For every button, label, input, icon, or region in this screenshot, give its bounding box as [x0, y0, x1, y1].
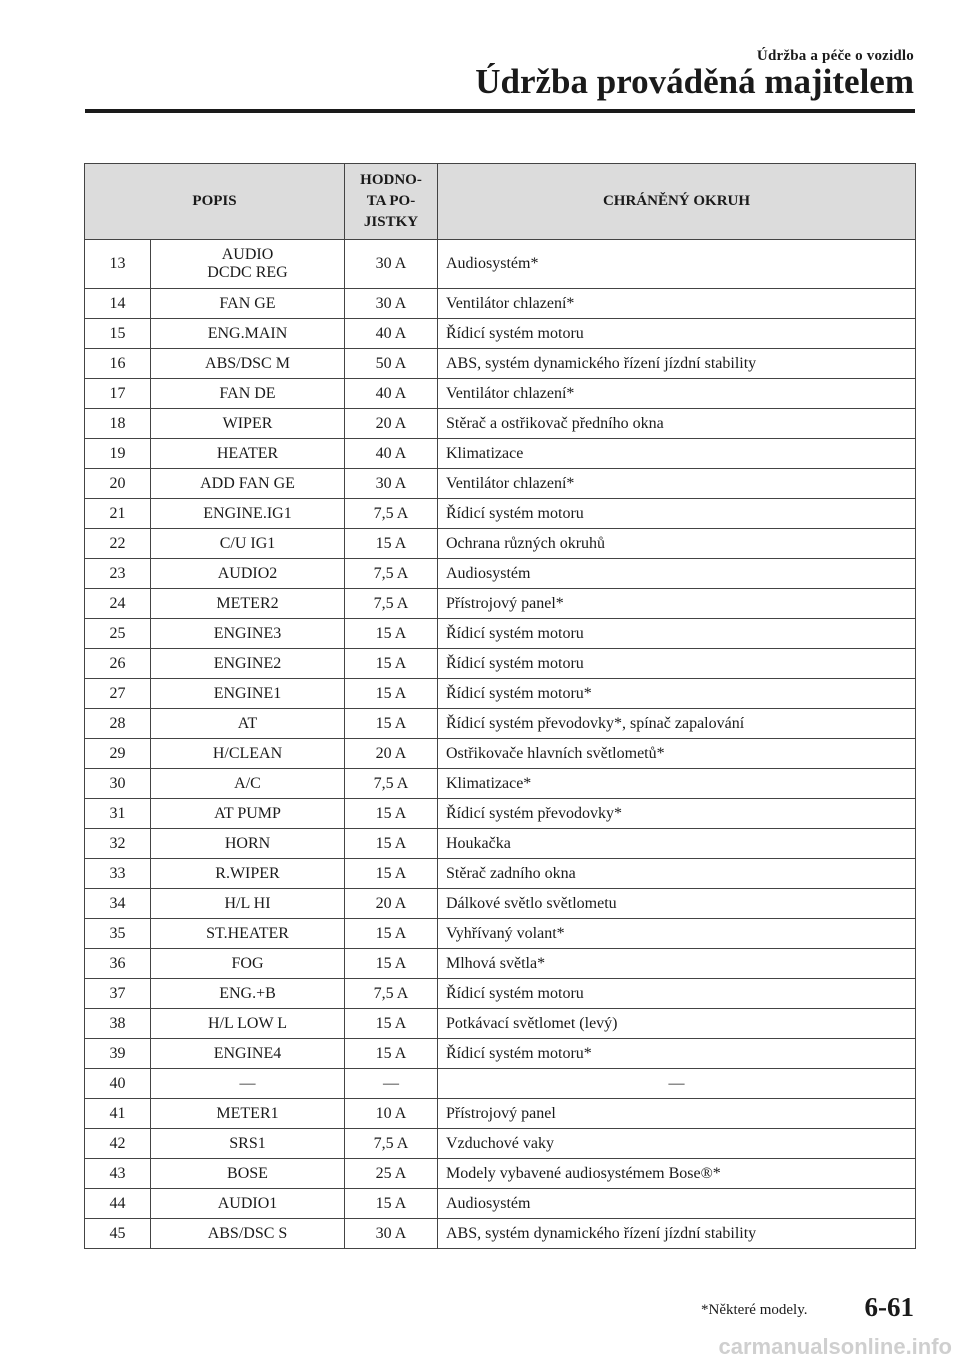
- table-row: [85, 889, 916, 919]
- fuse-name: [151, 349, 345, 379]
- table-row: [85, 289, 916, 319]
- table-row: [85, 739, 916, 769]
- fuse-rating: 50 A: [345, 349, 438, 379]
- fuse-name: [151, 1129, 345, 1159]
- fuse-name: [151, 619, 345, 649]
- fuse-name-line: ABS/DSC S: [207, 1224, 288, 1242]
- fuse-rating: 15 A: [345, 919, 438, 949]
- fuse-rating: 15 A: [345, 1189, 438, 1219]
- header-hodnota-line: JISTKY: [363, 214, 419, 230]
- fuse-rating: 7,5 A: [345, 559, 438, 589]
- fuse-name-line: BOSE: [227, 1164, 268, 1182]
- fuse-name: [151, 1159, 345, 1189]
- fuse-name: [151, 889, 345, 919]
- protected-circuit: Řídicí systém převodovky*: [438, 799, 916, 829]
- protected-circuit: ―: [438, 1069, 916, 1099]
- fuse-name-line: H/L LOW L: [207, 1014, 288, 1032]
- fuse-name-line: ENGINE1: [213, 684, 282, 702]
- fuse-number: 36: [85, 949, 151, 979]
- fuse-rating: 30 A: [345, 1219, 438, 1249]
- fuse-name: [151, 679, 345, 709]
- header-hodnota-line: TA PO-: [366, 193, 416, 209]
- fuse-name: [151, 1189, 345, 1219]
- table-row: [85, 679, 916, 709]
- fuse-name: [151, 1069, 345, 1099]
- protected-circuit: Ochrana různých okruhů: [438, 529, 916, 559]
- fuse-name-line: DCDC REG: [207, 264, 288, 281]
- protected-circuit: Stěrač zadního okna: [438, 859, 916, 889]
- fuse-rating: 7,5 A: [345, 499, 438, 529]
- fuse-rating: 15 A: [345, 649, 438, 679]
- fuse-name-line: AUDIO2: [217, 564, 278, 582]
- table-row: [85, 469, 916, 499]
- fuse-rating: ―: [345, 1069, 438, 1099]
- fuse-name: [151, 319, 345, 349]
- fuse-name-line: AUDIO: [221, 246, 274, 263]
- fuse-name-line: H/L HI: [224, 894, 271, 912]
- footnote: *Některé modely.: [701, 1302, 808, 1318]
- fuse-name-line: ADD FAN GE: [200, 474, 295, 492]
- fuse-name-line: ST.HEATER: [206, 924, 289, 942]
- fuse-name-line: HEATER: [216, 444, 279, 462]
- fuse-name: [151, 649, 345, 679]
- protected-circuit: Řídicí systém motoru*: [438, 679, 916, 709]
- chapter-title: Údržba prováděná majitelem: [475, 62, 914, 101]
- fuse-name-line: WIPER: [222, 414, 273, 432]
- protected-circuit: Audiosystém*: [438, 240, 916, 289]
- fuse-number: 40: [85, 1069, 151, 1099]
- protected-circuit: Přístrojový panel*: [438, 589, 916, 619]
- table-row: [85, 499, 916, 529]
- table-row: [85, 1189, 916, 1219]
- header-popis: POPIS: [85, 164, 345, 240]
- fuse-number: 17: [85, 379, 151, 409]
- section-label: Údržba a péče o vozidlo: [756, 48, 914, 64]
- protected-circuit: Vyhřívaný volant*: [438, 919, 916, 949]
- table-row: [85, 769, 916, 799]
- fuse-name: [151, 1039, 345, 1069]
- fuse-name-line: ENGINE2: [213, 654, 282, 672]
- fuse-name-line: SRS1: [229, 1134, 266, 1152]
- fuse-name-line: A/C: [234, 774, 261, 792]
- fuse-number: 20: [85, 469, 151, 499]
- fuse-number: 19: [85, 439, 151, 469]
- table-row: [85, 1219, 916, 1249]
- fuse-table-body: [85, 240, 916, 1249]
- fuse-number: 37: [85, 979, 151, 1009]
- table-row: [85, 829, 916, 859]
- fuse-number: 14: [85, 289, 151, 319]
- fuse-rating: 15 A: [345, 529, 438, 559]
- table-row: [85, 979, 916, 1009]
- fuse-rating: 15 A: [345, 709, 438, 739]
- fuse-rating: 15 A: [345, 829, 438, 859]
- fuse-name-line: ENG.+B: [219, 984, 276, 1002]
- fuse-name-line: HORN: [224, 834, 271, 852]
- table-row: [85, 949, 916, 979]
- table-row: [85, 439, 916, 469]
- protected-circuit: Vzduchové vaky: [438, 1129, 916, 1159]
- table-row: [85, 649, 916, 679]
- fuse-rating: 10 A: [345, 1099, 438, 1129]
- protected-circuit: Ventilátor chlazení*: [438, 469, 916, 499]
- fuse-number: 30: [85, 769, 151, 799]
- protected-circuit: Audiosystém: [438, 1189, 916, 1219]
- fuse-name: [151, 1219, 345, 1249]
- fuse-rating: 15 A: [345, 949, 438, 979]
- protected-circuit: Řídicí systém motoru: [438, 319, 916, 349]
- fuse-name-line: FAN DE: [219, 384, 276, 402]
- fuse-number: 34: [85, 889, 151, 919]
- protected-circuit: Houkačka: [438, 829, 916, 859]
- header-rule: [85, 109, 915, 113]
- protected-circuit: Ventilátor chlazení*: [438, 289, 916, 319]
- protected-circuit: Ventilátor chlazení*: [438, 379, 916, 409]
- protected-circuit: Audiosystém: [438, 559, 916, 589]
- protected-circuit: Přístrojový panel: [438, 1099, 916, 1129]
- fuse-name: [151, 979, 345, 1009]
- table-row: [85, 1069, 916, 1099]
- fuse-number: 16: [85, 349, 151, 379]
- fuse-name-line: FOG: [231, 954, 264, 972]
- fuse-number: 28: [85, 709, 151, 739]
- fuse-rating: 7,5 A: [345, 769, 438, 799]
- fuse-table: [84, 163, 916, 1249]
- fuse-rating: 30 A: [345, 469, 438, 499]
- fuse-number: 42: [85, 1129, 151, 1159]
- fuse-name-line: ABS/DSC M: [205, 354, 290, 372]
- fuse-number: 15: [85, 319, 151, 349]
- table-row: [85, 409, 916, 439]
- table-row: [85, 1129, 916, 1159]
- fuse-number: 23: [85, 559, 151, 589]
- fuse-name: [151, 409, 345, 439]
- fuse-name-line: H/CLEAN: [212, 744, 283, 762]
- protected-circuit: ABS, systém dynamického řízení jízdní stability: [438, 1219, 916, 1249]
- fuse-number: 33: [85, 859, 151, 889]
- fuse-rating: 40 A: [345, 439, 438, 469]
- table-row: [85, 1039, 916, 1069]
- fuse-number: 22: [85, 529, 151, 559]
- table-row: [85, 319, 916, 349]
- fuse-name-line: AUDIO1: [217, 1194, 278, 1212]
- protected-circuit: Stěrač a ostřikovač předního okna: [438, 409, 916, 439]
- fuse-number: 43: [85, 1159, 151, 1189]
- table-row: [85, 859, 916, 889]
- fuse-rating: 20 A: [345, 889, 438, 919]
- fuse-number: 24: [85, 589, 151, 619]
- fuse-rating: 15 A: [345, 1039, 438, 1069]
- protected-circuit: Mlhová světla*: [438, 949, 916, 979]
- protected-circuit: Řídicí systém motoru*: [438, 1039, 916, 1069]
- fuse-name-line: ―: [239, 1074, 256, 1092]
- protected-circuit: Řídicí systém motoru: [438, 979, 916, 1009]
- fuse-rating: 30 A: [345, 240, 438, 289]
- protected-circuit: Klimatizace: [438, 439, 916, 469]
- fuse-name-line: FAN GE: [219, 294, 276, 312]
- fuse-number: 29: [85, 739, 151, 769]
- fuse-name-line: METER1: [216, 1104, 279, 1122]
- protected-circuit: Řídicí systém motoru: [438, 649, 916, 679]
- fuse-name: [151, 529, 345, 559]
- table-row: [85, 559, 916, 589]
- table-row: [85, 240, 916, 289]
- fuse-name: [151, 949, 345, 979]
- fuse-rating: 40 A: [345, 319, 438, 349]
- fuse-rating: 15 A: [345, 859, 438, 889]
- fuse-name-line: R.WIPER: [215, 864, 280, 882]
- table-row: [85, 1159, 916, 1189]
- fuse-name-line: METER2: [216, 594, 279, 612]
- fuse-rating: 7,5 A: [345, 1129, 438, 1159]
- fuse-rating: 25 A: [345, 1159, 438, 1189]
- header-hodnota-line: HODNO-: [360, 172, 422, 188]
- fuse-number: 35: [85, 919, 151, 949]
- fuse-name: [151, 439, 345, 469]
- protected-circuit: Modely vybavené audiosystémem Bose®*: [438, 1159, 916, 1189]
- table-row: [85, 919, 916, 949]
- fuse-number: 39: [85, 1039, 151, 1069]
- fuse-rating: 7,5 A: [345, 979, 438, 1009]
- fuse-name-line: AT PUMP: [214, 804, 281, 822]
- fuse-number: 25: [85, 619, 151, 649]
- fuse-name: [151, 469, 345, 499]
- fuse-rating: 20 A: [345, 739, 438, 769]
- protected-circuit: Dálkové světlo světlometu: [438, 889, 916, 919]
- fuse-number: 26: [85, 649, 151, 679]
- protected-circuit: ABS, systém dynamického řízení jízdní stability: [438, 349, 916, 379]
- fuse-name-line: C/U IG1: [219, 534, 276, 552]
- table-header-row: [85, 164, 916, 240]
- fuse-number: 32: [85, 829, 151, 859]
- fuse-name-line: ENGINE.IG1: [203, 504, 292, 522]
- fuse-number: 38: [85, 1009, 151, 1039]
- fuse-rating: 7,5 A: [345, 589, 438, 619]
- fuse-name: [151, 769, 345, 799]
- fuse-name: [151, 589, 345, 619]
- fuse-name: [151, 499, 345, 529]
- fuse-number: 27: [85, 679, 151, 709]
- fuse-number: 31: [85, 799, 151, 829]
- fuse-name: [151, 1009, 345, 1039]
- fuse-rating: 20 A: [345, 409, 438, 439]
- fuse-name-line: ENG.MAIN: [207, 324, 288, 342]
- protected-circuit: Řídicí systém motoru: [438, 499, 916, 529]
- table-row: [85, 349, 916, 379]
- fuse-rating: 30 A: [345, 289, 438, 319]
- fuse-name: [151, 1099, 345, 1129]
- table-row: [85, 529, 916, 559]
- fuse-name: [151, 379, 345, 409]
- fuse-name-line: ENGINE3: [213, 624, 282, 642]
- protected-circuit: Potkávací světlomet (levý): [438, 1009, 916, 1039]
- protected-circuit: Ostřikovače hlavních světlometů*: [438, 739, 916, 769]
- table-row: [85, 799, 916, 829]
- fuse-rating: 15 A: [345, 1009, 438, 1039]
- fuse-name: [151, 559, 345, 589]
- fuse-rating: 15 A: [345, 619, 438, 649]
- protected-circuit: Klimatizace*: [438, 769, 916, 799]
- fuse-name: [151, 799, 345, 829]
- table-row: [85, 619, 916, 649]
- page-number: 6-61: [864, 1292, 914, 1322]
- fuse-name-line: ENGINE4: [213, 1044, 282, 1062]
- fuse-number: 44: [85, 1189, 151, 1219]
- fuse-name: [151, 240, 345, 289]
- header-hodnota: [345, 164, 438, 240]
- header-okruh: CHRÁNĚNÝ OKRUH: [438, 164, 916, 240]
- fuse-name: [151, 859, 345, 889]
- watermark: carmanualsonline.info: [718, 1334, 952, 1359]
- fuse-name-line: AT: [237, 714, 258, 732]
- fuse-name: [151, 709, 345, 739]
- fuse-number: 18: [85, 409, 151, 439]
- fuse-number: 21: [85, 499, 151, 529]
- fuse-name: [151, 829, 345, 859]
- fuse-rating: 15 A: [345, 679, 438, 709]
- fuse-number: 45: [85, 1219, 151, 1249]
- table-row: [85, 1009, 916, 1039]
- table-row: [85, 589, 916, 619]
- fuse-rating: 15 A: [345, 799, 438, 829]
- fuse-name: [151, 919, 345, 949]
- fuse-number: 13: [85, 240, 151, 289]
- protected-circuit: Řídicí systém motoru: [438, 619, 916, 649]
- table-row: [85, 1099, 916, 1129]
- table-row: [85, 379, 916, 409]
- fuse-rating: 40 A: [345, 379, 438, 409]
- table-row: [85, 709, 916, 739]
- fuse-number: 41: [85, 1099, 151, 1129]
- fuse-name: [151, 289, 345, 319]
- fuse-name: [151, 739, 345, 769]
- protected-circuit: Řídicí systém převodovky*, spínač zapalování: [438, 709, 916, 739]
